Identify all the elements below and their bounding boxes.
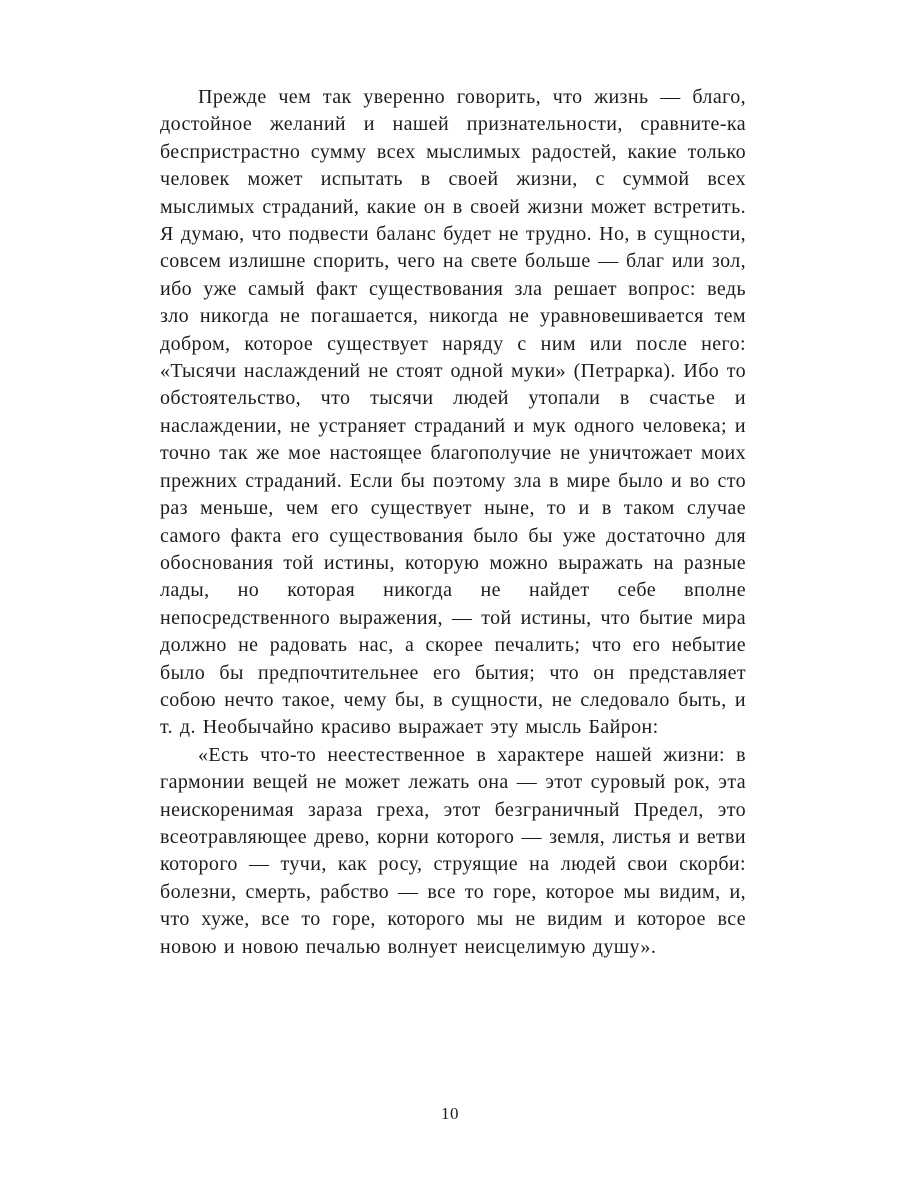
page-number: 10 (441, 1104, 459, 1123)
paragraph-1: Прежде чем так уверенно говорить, что жизнь — благо, достойное желаний и нашей признательности, сравните-ка беспристрастно сумму всех мыслимых радостей, какие только человек может испытать в своей жизни, с суммой всех мыслимых страданий, какие он в своей жизни может встретить. Я думаю, что подвести баланс будет не трудно. Но, в сущности, совсем излишне спорить, чего на свете больше — благ или зол, ибо уже самый факт существования зла решает вопрос: ведь зло никогда не погашается, никогда не уравновешивается тем добром, которое существует наряду с ним или после него: «Тысячи наслаждений не стоят одной муки» (Петрарка). Ибо то обстоятельство, что тысячи людей утопали в счастье и наслаждении, не устраняет страданий и мук одного человека; и точно так же мое настоящее благополучие не уничтожает моих прежних страданий. Если бы поэтому зла в мире было и во сто раз меньше, чем его существует ныне, то и в таком случае самого факта его существования было бы уже достаточно для обоснования той истины, которую можно выражать на разные лады, но которая никогда не найдет себе вполне непосредственного выражения, — той истины, что бытие мира должно не радовать нас, а скорее печалить; что его небытие было бы предпочтительнее его бытия; что он представляет собою нечто такое, чему бы, в сущности, не следовало быть, и т. д. Необычайно красиво выражает эту мысль Байрон: (160, 86, 746, 739)
text-block (160, 84, 746, 961)
paragraph-2: «Есть что-то неестественное в характере нашей жизни: в гармонии вещей не может лежать она — этот суровый рок, эта неискоренимая зараза греха, этот безграничный Предел, это всеотравляющее древо, корни которого — земля, листья и ветви которого — тучи, как росу, струящие на людей свои скорби: болезни, смерть, рабство — все то горе, которое мы видим, и, что хуже, все то горе, которого мы не видим и которое все новою и новою печалью волнует неисцелимую душу». (160, 743, 746, 958)
